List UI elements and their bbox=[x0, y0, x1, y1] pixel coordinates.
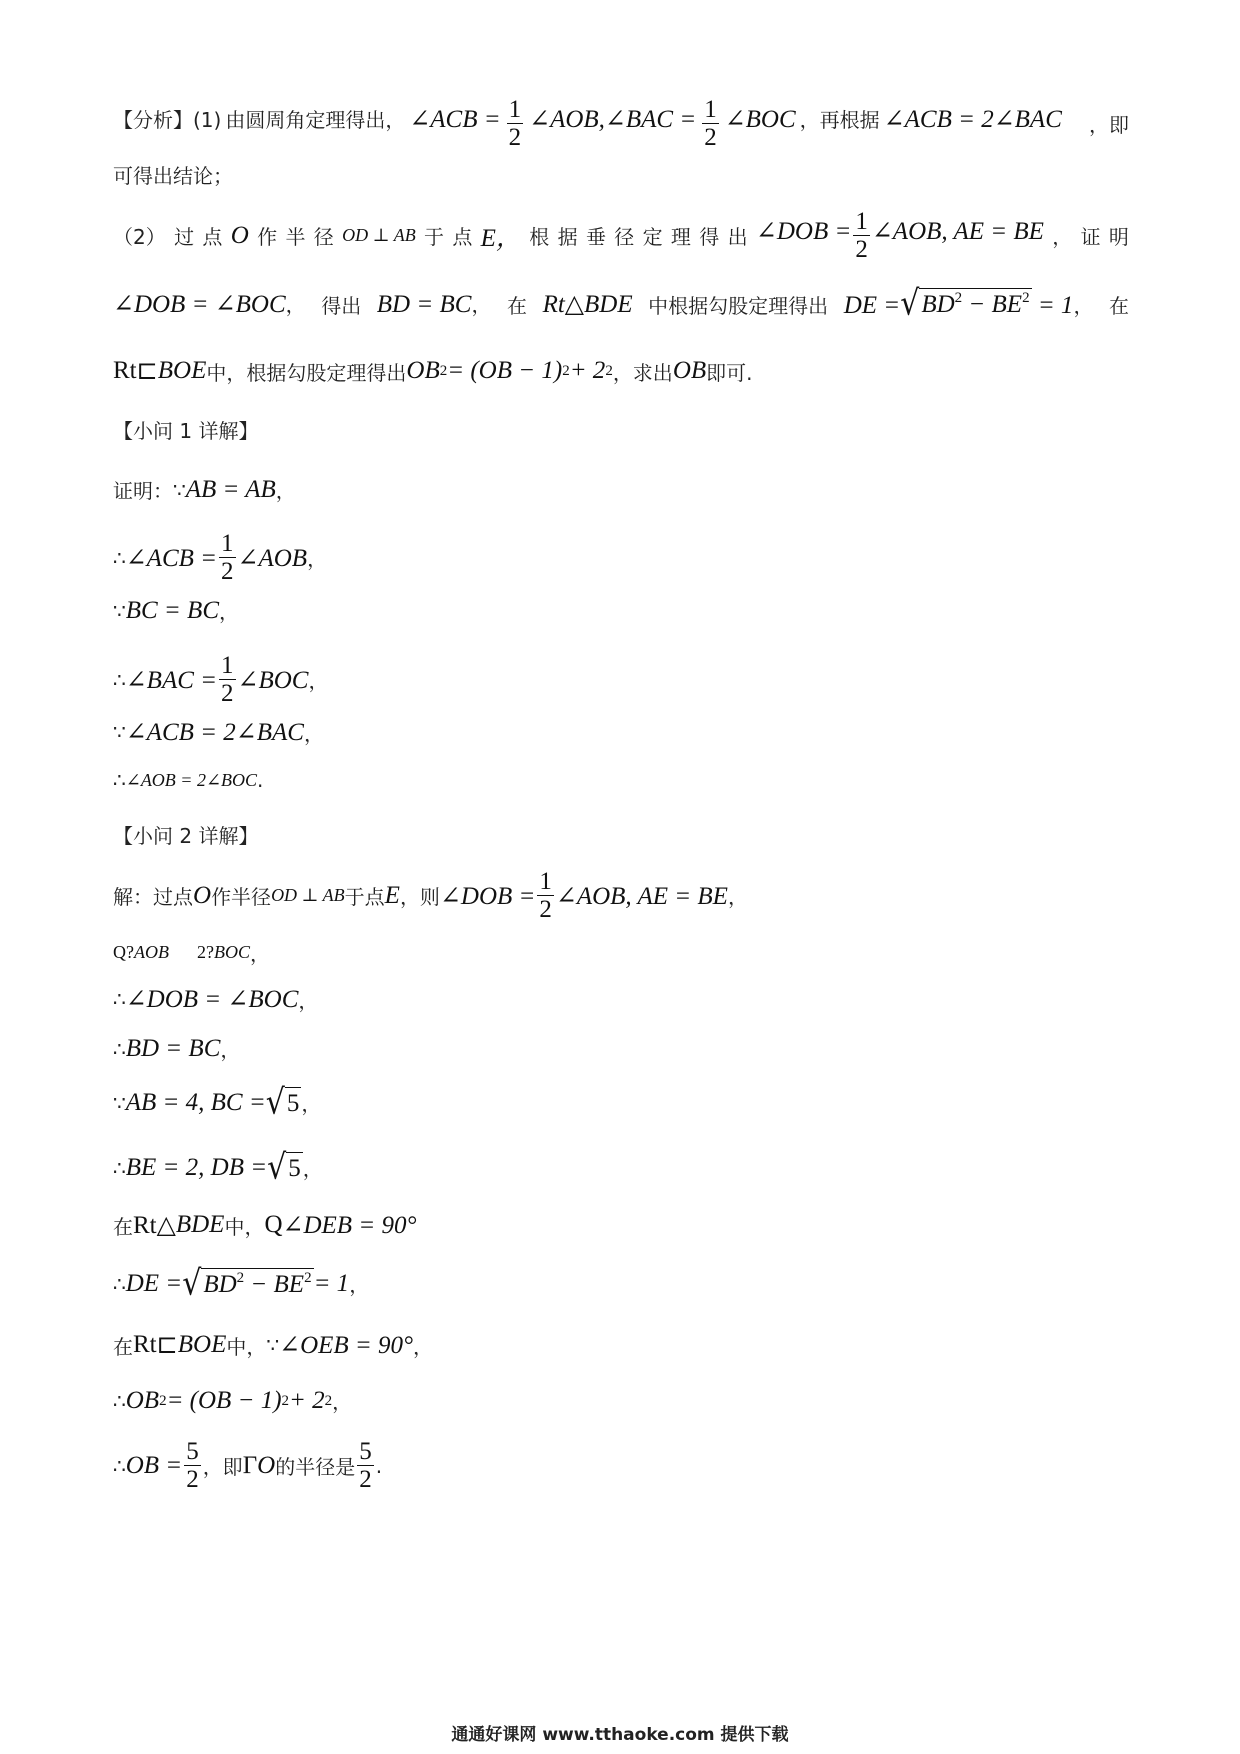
analysis-line-5: Rt ⊏ BOE 中，根据勾股定理得出 OB 2 = (OB − 1) 2 + 2 2 ，求出 OB 即可. bbox=[113, 357, 753, 385]
q1-heading: 【小问 1 详解】 bbox=[113, 419, 259, 443]
q2-line-8: ∴ DE = √ $BD^2 - BE^2$ = 1 ， bbox=[113, 1263, 370, 1304]
q2-line-6: ∴ BE = 2, DB = √ 5 ， bbox=[113, 1147, 323, 1188]
q2-line-11: ∴ OB = $\frac{5}{2}$ ，即 Γ O 的半径是 $\frac{5}{2}$ . bbox=[113, 1438, 383, 1493]
square-root: √ 5 bbox=[267, 1147, 301, 1188]
q2-line-3: ∴ ∠DOB = ∠BOC ， bbox=[113, 986, 319, 1013]
q2-line-10: ∴ OB 2 = (OB − 1) 2 + 2 2 ， bbox=[113, 1386, 353, 1414]
fraction-half: $\frac{1}{2}$ bbox=[508, 96, 522, 151]
q1-line-1: 证明： ∵ AB = AB ， bbox=[113, 475, 296, 503]
q1-line-4: ∴ ∠BAC = $\frac{1}{2}$ ∠BOC ， bbox=[113, 652, 329, 707]
q2-line-5: ∵ AB = 4, BC = √ 5 ， bbox=[113, 1082, 322, 1123]
q1-line-5: ∵ ∠ACB = 2∠BAC ， bbox=[113, 719, 324, 746]
analysis-line-2: 可得出结论； bbox=[113, 164, 233, 188]
q1-line-2: ∴ ∠ACB = $\frac{1}{2}$ ∠AOB ， bbox=[113, 530, 328, 585]
analysis-line-4: ∠DOB = ∠BOC， 得出 BD = BC， 在 Rt△BDE 中根据勾股定理得出 DE = √ $BD^2 - BE^2$ = 1， 在 bbox=[113, 283, 1129, 324]
fraction-five-halves: $\frac{5}{2}$ bbox=[359, 1438, 372, 1493]
square-root: √ 5 bbox=[265, 1082, 300, 1123]
footer-source: 通通好课网 www.tthaoke.com 提供下载 bbox=[451, 1725, 789, 1745]
q1-line-6: ∴ ∠AOB = 2∠BOC . bbox=[113, 768, 264, 792]
analysis-line-3: （2） 过 点 O 作 半 径 OD ⊥ AB 于 点 E， 根 据 垂 径 定 理 得 出 ∠DOB = $\frac{1}{2}$ ∠AOB, AE = BE ， 证 明 bbox=[113, 208, 1129, 263]
fraction-five-halves: $\frac{5}{2}$ bbox=[186, 1438, 199, 1493]
fraction-half: $\frac{1}{2}$ bbox=[221, 530, 234, 585]
q2-line-9: 在 Rt ⊏ BOE 中， ∵ ∠OEB = 90° ， bbox=[113, 1331, 434, 1359]
q2-heading: 【小问 2 详解】 bbox=[113, 824, 259, 848]
analysis-label: 【分析】 bbox=[113, 108, 193, 133]
square-root: √ $BD^2 - BE^2$ bbox=[182, 1263, 312, 1304]
fraction-half: $\frac{1}{2}$ bbox=[539, 868, 552, 923]
fraction-half: $\frac{1}{2}$ bbox=[704, 96, 717, 151]
q2-line-1: 解：过点 O 作半径 OD ⊥ AB 于点 E ，则 ∠DOB = $\frac{1}{2}$ ∠AOB, AE = BE ， bbox=[113, 868, 748, 923]
q2-line-2: Q? AOB 2? BOC ， bbox=[113, 942, 270, 966]
square-root: √ $BD^2 - BE^2$ bbox=[900, 283, 1030, 324]
q2-line-4: ∴ BD = BC ， bbox=[113, 1034, 241, 1062]
q1-line-3: ∵ BC = BC ， bbox=[113, 596, 239, 624]
fraction-half: $\frac{1}{2}$ bbox=[221, 652, 234, 707]
fraction-half: $\frac{1}{2}$ bbox=[855, 208, 868, 263]
analysis-line-1: 【分析】(1) 由圆周角定理得出， ∠ACB = $\frac{1}{2}$ ∠AOB,∠BAC = $\frac{1}{2}$ ∠BOC ，再根据 ∠ACB = 2∠BAC ，即 bbox=[113, 96, 1129, 151]
q2-line-7: 在 Rt△ BDE 中， Q ∠DEB = 90° bbox=[113, 1211, 417, 1239]
